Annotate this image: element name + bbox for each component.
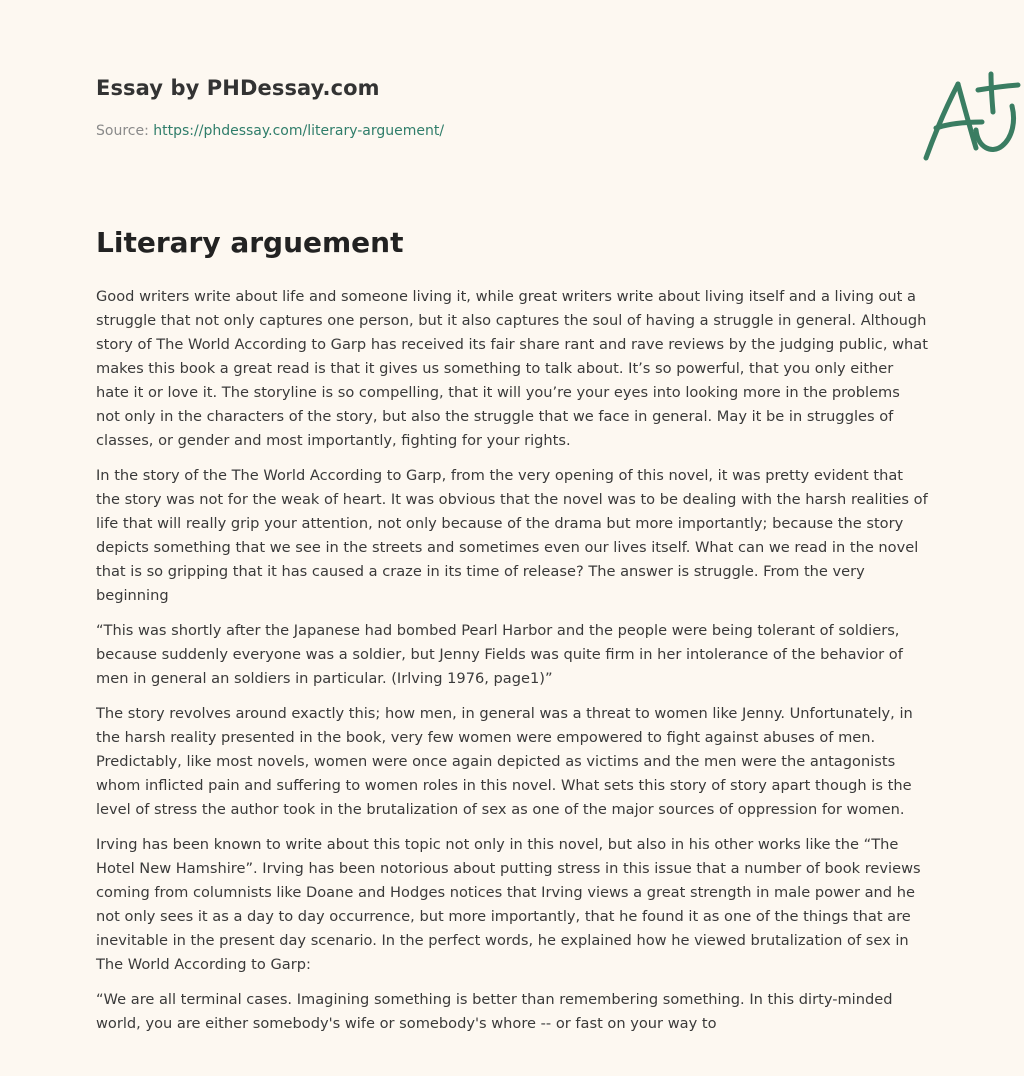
- a-plus-grade-logo-icon: [918, 66, 1024, 166]
- site-title: Essay by PHDessay.com: [96, 76, 380, 100]
- source-label: Source:: [96, 123, 154, 139]
- essay-quote-paragraph: “This was shortly after the Japanese had bombed Pearl Harbor and the people were being tolerant of soldiers, because suddenly everyone was a soldier, but Jenny Fields was quite firm in her intolerance of the behavior of men in general an soldiers in particular. (Irlving 1976, page1)”: [96, 622, 903, 687]
- essay-paragraph: Good writers write about life and someone living it, while great writers write about living itself and a living out a struggle that not only captures one person, but it also captures the soul of having a struggle in general. Although story of The World According to Garp has received its fair share rant and rave reviews by the judging public, what makes this book a great read is that it gives us something to talk about. It’s so powerful, that you only either hate it or love it. The storyline is so compelling, that it will you’re your eyes into looking more in the problems not only in the characters of the story, but also the struggle that we face in general. May it be in struggles of classes, or gender and most importantly, fighting for your rights.: [96, 288, 928, 449]
- source-link[interactable]: https://phdessay.com/literary-arguement/: [153, 123, 445, 139]
- essay-paragraph: Irving has been known to write about this topic not only in this novel, but also in his other works like the “The Hotel New Hamshire”. Irving has been notorious about putting stress in this issue that a number of book reviews coming from columnists like Doane and Hodges notices that Irving views a great strength in male power and he not only sees it as a day to day occurrence, but more importantly, that he found it as one of the things that are inevitable in the present day scenario. In the perfect words, he explained how he viewed brutalization of sex in The World According to Garp:: [96, 836, 921, 973]
- essay-paragraph: The story revolves around exactly this; how men, in general was a threat to women like Jenny. Unfortunately, in the harsh reality presented in the book, very few women were empowered to fight against abuses of men. Predictably, like most novels, women were once again depicted as victims and the men were the antagonists whom inflicted pain and suffering to women roles in this novel. What sets this story of story apart though is the level of stress the author took in the brutalization of sex as one of the major sources of oppression for women.: [96, 705, 913, 818]
- source-line: [96, 123, 444, 139]
- essay-quote-paragraph: “We are all terminal cases. Imagining something is better than remembering something. In this dirty-minded world, you are either somebody's wife or somebody's whore -- or fast on your way to: [96, 991, 893, 1032]
- essay-paragraph: In the story of the The World According to Garp, from the very opening of this novel, it was pretty evident that the story was not for the weak of heart. It was obvious that the novel was to be dealing with the harsh realities of life that will really grip your attention, not only because of the drama but more importantly; because the story depicts something that we see in the streets and sometimes even our lives itself. What can we read in the novel that is so gripping that it has caused a craze in its time of release? The answer is struggle. From the very beginning: [96, 467, 928, 604]
- essay-title: Literary arguement: [96, 226, 404, 259]
- essay-body: [96, 285, 928, 1047]
